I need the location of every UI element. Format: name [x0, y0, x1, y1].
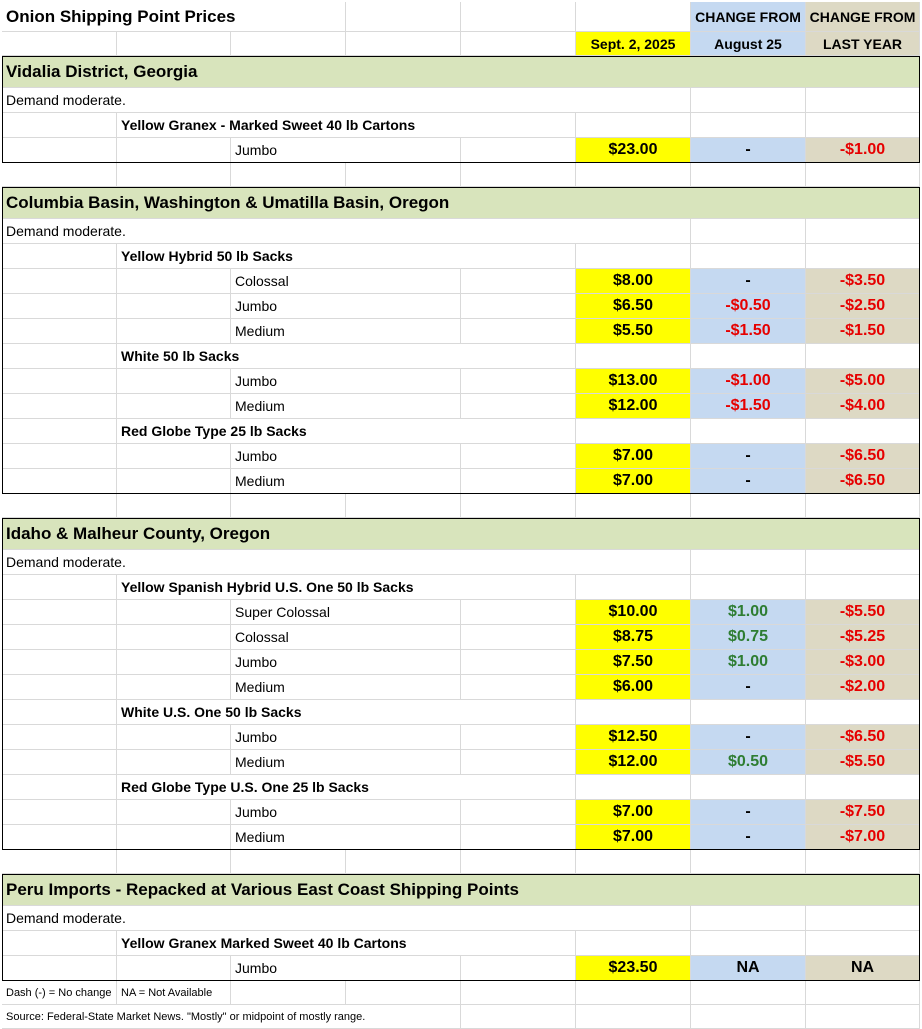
empty-cell[interactable]	[461, 956, 576, 981]
price-row	[2, 800, 920, 825]
empty-cell[interactable]	[576, 163, 691, 187]
empty-cell[interactable]	[691, 494, 806, 518]
empty-cell[interactable]	[2, 269, 117, 294]
price-row	[2, 444, 920, 469]
size-label[interactable]: Super Colossal	[231, 600, 461, 625]
empty-cell[interactable]	[2, 419, 117, 444]
size-label[interactable]: Medium	[231, 394, 461, 419]
empty-cell[interactable]	[2, 931, 117, 956]
empty-cell[interactable]	[117, 956, 231, 981]
empty-cell[interactable]	[2, 344, 117, 369]
price-cell[interactable]: $23.50	[576, 956, 691, 981]
empty-cell[interactable]	[461, 394, 576, 419]
source-note[interactable]: Source: Federal-State Market News. "Mostly" or midpoint of mostly range.	[2, 1005, 461, 1029]
empty-cell[interactable]	[2, 469, 117, 494]
empty-cell[interactable]	[806, 906, 920, 931]
change-year-cell[interactable]: -$6.50	[806, 725, 920, 750]
price-row	[2, 725, 920, 750]
product-row	[2, 775, 920, 800]
product-row	[2, 244, 920, 269]
empty-cell[interactable]	[576, 931, 691, 956]
empty-cell[interactable]	[691, 931, 806, 956]
region-fill-cell[interactable]	[691, 56, 806, 88]
product-name[interactable]: White U.S. One 50 lb Sacks	[117, 700, 576, 725]
empty-cell[interactable]	[806, 850, 920, 874]
price-row	[2, 469, 920, 494]
empty-cell[interactable]	[461, 850, 576, 874]
empty-cell[interactable]	[461, 444, 576, 469]
empty-cell[interactable]	[2, 32, 117, 56]
change-year-cell[interactable]: -$1.50	[806, 319, 920, 344]
price-cell[interactable]: $10.00	[576, 600, 691, 625]
price-row	[2, 625, 920, 650]
change-week-cell[interactable]: -	[691, 138, 806, 163]
price-row	[2, 750, 920, 775]
empty-cell[interactable]	[117, 650, 231, 675]
product-row	[2, 419, 920, 444]
size-label[interactable]: Jumbo	[231, 800, 461, 825]
empty-cell[interactable]	[2, 850, 117, 874]
price-table	[2, 2, 920, 1022]
date-header[interactable]: Sept. 2, 2025	[576, 32, 691, 56]
empty-cell[interactable]	[461, 981, 576, 1005]
size-label[interactable]: Jumbo	[231, 650, 461, 675]
change-year-cell[interactable]: -$7.00	[806, 825, 920, 850]
region-fill-cell[interactable]	[691, 187, 806, 219]
empty-cell[interactable]	[461, 650, 576, 675]
empty-cell[interactable]	[576, 419, 691, 444]
change-year-cell[interactable]: -$3.50	[806, 269, 920, 294]
empty-cell[interactable]	[231, 163, 346, 187]
region-fill-cell[interactable]	[806, 874, 920, 906]
empty-cell[interactable]	[117, 825, 231, 850]
change-year-cell[interactable]: -$1.00	[806, 138, 920, 163]
region-fill-cell[interactable]	[806, 518, 920, 550]
change-week-cell[interactable]: $0.75	[691, 625, 806, 650]
region-name[interactable]: Vidalia District, Georgia	[2, 56, 691, 88]
empty-cell[interactable]	[346, 32, 461, 56]
size-label[interactable]: Colossal	[231, 625, 461, 650]
product-name[interactable]: Red Globe Type 25 lb Sacks	[117, 419, 576, 444]
empty-cell[interactable]	[117, 750, 231, 775]
empty-cell[interactable]	[806, 219, 920, 244]
empty-cell[interactable]	[461, 2, 576, 32]
size-label[interactable]: Jumbo	[231, 444, 461, 469]
empty-cell[interactable]	[117, 469, 231, 494]
empty-cell[interactable]	[691, 219, 806, 244]
empty-cell[interactable]	[806, 163, 920, 187]
empty-cell[interactable]	[2, 113, 117, 138]
region-name[interactable]: Peru Imports - Repacked at Various East Coast Shipping Points	[2, 874, 691, 906]
price-cell[interactable]: $6.50	[576, 294, 691, 319]
empty-cell[interactable]	[2, 700, 117, 725]
product-row	[2, 700, 920, 725]
empty-cell[interactable]	[806, 419, 920, 444]
change-year-header-top[interactable]: CHANGE FROM	[806, 2, 920, 32]
change-year-cell[interactable]: -$5.25	[806, 625, 920, 650]
empty-cell[interactable]	[576, 494, 691, 518]
price-cell[interactable]: $23.00	[576, 138, 691, 163]
price-cell[interactable]: $7.00	[576, 825, 691, 850]
size-label[interactable]: Medium	[231, 750, 461, 775]
empty-cell[interactable]	[2, 956, 117, 981]
product-name[interactable]: Yellow Hybrid 50 lb Sacks	[117, 244, 576, 269]
empty-cell[interactable]	[461, 269, 576, 294]
empty-cell[interactable]	[2, 725, 117, 750]
product-name[interactable]: Yellow Granex - Marked Sweet 40 lb Cartons	[117, 113, 576, 138]
change-year-cell[interactable]: -$5.00	[806, 369, 920, 394]
empty-cell[interactable]	[691, 88, 806, 113]
demand-text[interactable]: Demand moderate.	[2, 906, 691, 931]
empty-cell[interactable]	[806, 981, 920, 1005]
change-year-cell[interactable]: -$3.00	[806, 650, 920, 675]
size-label[interactable]: Medium	[231, 825, 461, 850]
empty-cell[interactable]	[117, 725, 231, 750]
empty-cell[interactable]	[461, 600, 576, 625]
size-label[interactable]: Medium	[231, 469, 461, 494]
price-cell[interactable]: $6.00	[576, 675, 691, 700]
change-year-cell[interactable]: NA	[806, 956, 920, 981]
change-week-cell[interactable]: NA	[691, 956, 806, 981]
price-row	[2, 956, 920, 981]
empty-cell[interactable]	[231, 494, 346, 518]
change-week-cell[interactable]: $0.50	[691, 750, 806, 775]
empty-cell[interactable]	[2, 494, 117, 518]
change-week-header-top[interactable]: CHANGE FROM	[691, 2, 806, 32]
price-cell[interactable]: $5.50	[576, 319, 691, 344]
region-header-row	[2, 518, 920, 550]
price-cell[interactable]: $12.50	[576, 725, 691, 750]
product-name[interactable]: Yellow Spanish Hybrid U.S. One 50 lb Sacks	[117, 575, 576, 600]
region-header-row	[2, 56, 920, 88]
empty-cell[interactable]	[576, 775, 691, 800]
change-week-cell[interactable]: $1.00	[691, 650, 806, 675]
header-row-1	[2, 2, 920, 32]
empty-cell[interactable]	[2, 444, 117, 469]
empty-cell[interactable]	[2, 163, 117, 187]
empty-cell[interactable]	[461, 469, 576, 494]
change-week-cell[interactable]: -	[691, 725, 806, 750]
empty-cell[interactable]	[2, 600, 117, 625]
product-row	[2, 931, 920, 956]
empty-cell[interactable]	[806, 550, 920, 575]
empty-cell[interactable]	[346, 2, 461, 32]
price-cell[interactable]: $7.50	[576, 650, 691, 675]
empty-cell[interactable]	[2, 319, 117, 344]
empty-cell[interactable]	[2, 675, 117, 700]
empty-cell[interactable]	[346, 981, 461, 1005]
empty-cell[interactable]	[461, 294, 576, 319]
empty-cell[interactable]	[461, 1005, 576, 1029]
price-cell[interactable]: $7.00	[576, 800, 691, 825]
spacer-row	[2, 494, 920, 518]
price-row	[2, 825, 920, 850]
empty-cell[interactable]	[576, 113, 691, 138]
region-fill-cell[interactable]	[691, 874, 806, 906]
empty-cell[interactable]	[2, 294, 117, 319]
empty-cell[interactable]	[2, 138, 117, 163]
empty-cell[interactable]	[691, 113, 806, 138]
empty-cell[interactable]	[117, 675, 231, 700]
region-fill-cell[interactable]	[691, 518, 806, 550]
empty-cell[interactable]	[117, 394, 231, 419]
size-label[interactable]: Jumbo	[231, 369, 461, 394]
empty-cell[interactable]	[461, 625, 576, 650]
empty-cell[interactable]	[691, 1005, 806, 1029]
price-cell[interactable]: $8.00	[576, 269, 691, 294]
change-year-cell[interactable]: -$7.50	[806, 800, 920, 825]
empty-cell[interactable]	[806, 700, 920, 725]
empty-cell[interactable]	[117, 494, 231, 518]
empty-cell[interactable]	[346, 163, 461, 187]
empty-cell[interactable]	[806, 244, 920, 269]
price-row	[2, 269, 920, 294]
empty-cell[interactable]	[461, 319, 576, 344]
price-cell[interactable]: $13.00	[576, 369, 691, 394]
size-label[interactable]: Jumbo	[231, 294, 461, 319]
empty-cell[interactable]	[576, 2, 691, 32]
empty-cell[interactable]	[806, 1005, 920, 1029]
empty-cell[interactable]	[691, 163, 806, 187]
empty-cell[interactable]	[2, 394, 117, 419]
price-cell[interactable]: $12.00	[576, 750, 691, 775]
empty-cell[interactable]	[117, 625, 231, 650]
empty-cell[interactable]	[117, 294, 231, 319]
spacer-row	[2, 850, 920, 874]
empty-cell[interactable]	[691, 419, 806, 444]
size-label[interactable]: Jumbo	[231, 956, 461, 981]
empty-cell[interactable]	[576, 244, 691, 269]
demand-text[interactable]: Demand moderate.	[2, 550, 691, 575]
change-week-cell[interactable]: -	[691, 675, 806, 700]
change-year-cell[interactable]: -$4.00	[806, 394, 920, 419]
empty-cell[interactable]	[576, 344, 691, 369]
empty-cell[interactable]	[117, 32, 231, 56]
demand-text[interactable]: Demand moderate.	[2, 88, 691, 113]
empty-cell[interactable]	[806, 575, 920, 600]
empty-cell[interactable]	[231, 32, 346, 56]
empty-cell[interactable]	[806, 113, 920, 138]
price-row	[2, 675, 920, 700]
empty-cell[interactable]	[2, 775, 117, 800]
change-year-cell[interactable]: -$6.50	[806, 469, 920, 494]
price-row	[2, 319, 920, 344]
product-name[interactable]: Red Globe Type U.S. One 25 lb Sacks	[117, 775, 576, 800]
empty-cell[interactable]	[117, 138, 231, 163]
change-year-cell[interactable]: -$2.00	[806, 675, 920, 700]
size-label[interactable]: Jumbo	[231, 138, 461, 163]
empty-cell[interactable]	[2, 244, 117, 269]
footnote-na[interactable]: NA = Not Available	[117, 981, 231, 1005]
price-row	[2, 369, 920, 394]
size-label[interactable]: Medium	[231, 675, 461, 700]
demand-row	[2, 88, 920, 113]
empty-cell[interactable]	[461, 800, 576, 825]
empty-cell[interactable]	[2, 625, 117, 650]
change-year-cell[interactable]: -$6.50	[806, 444, 920, 469]
change-week-cell[interactable]: -	[691, 800, 806, 825]
page-title[interactable]: Onion Shipping Point Prices	[2, 2, 346, 32]
empty-cell[interactable]	[461, 825, 576, 850]
price-row	[2, 394, 920, 419]
empty-cell[interactable]	[346, 494, 461, 518]
price-row	[2, 600, 920, 625]
footnote-dash[interactable]: Dash (-) = No change	[2, 981, 117, 1005]
size-label[interactable]: Colossal	[231, 269, 461, 294]
empty-cell[interactable]	[231, 981, 346, 1005]
region-name[interactable]: Idaho & Malheur County, Oregon	[2, 518, 691, 550]
change-week-cell[interactable]: -$1.00	[691, 369, 806, 394]
header-row-2	[2, 32, 920, 56]
price-cell[interactable]: $12.00	[576, 394, 691, 419]
empty-cell[interactable]	[691, 906, 806, 931]
change-week-cell[interactable]: -$1.50	[691, 394, 806, 419]
demand-row	[2, 906, 920, 931]
empty-cell[interactable]	[806, 344, 920, 369]
price-row	[2, 650, 920, 675]
empty-cell[interactable]	[806, 88, 920, 113]
empty-cell[interactable]	[576, 575, 691, 600]
change-year-cell[interactable]: -$2.50	[806, 294, 920, 319]
demand-text[interactable]: Demand moderate.	[2, 219, 691, 244]
empty-cell[interactable]	[576, 1005, 691, 1029]
price-cell[interactable]: $8.75	[576, 625, 691, 650]
empty-cell[interactable]	[117, 850, 231, 874]
region-fill-cell[interactable]	[806, 56, 920, 88]
empty-cell[interactable]	[2, 650, 117, 675]
empty-cell[interactable]	[806, 494, 920, 518]
region-name[interactable]: Columbia Basin, Washington & Umatilla Basin, Oregon	[2, 187, 691, 219]
empty-cell[interactable]	[2, 575, 117, 600]
product-row	[2, 113, 920, 138]
change-week-cell[interactable]: -	[691, 444, 806, 469]
product-name[interactable]: White 50 lb Sacks	[117, 344, 576, 369]
empty-cell[interactable]	[806, 775, 920, 800]
empty-cell[interactable]	[461, 750, 576, 775]
empty-cell[interactable]	[231, 850, 346, 874]
product-name[interactable]: Yellow Granex Marked Sweet 40 lb Cartons	[117, 931, 576, 956]
change-week-cell[interactable]: $1.00	[691, 600, 806, 625]
region-fill-cell[interactable]	[806, 187, 920, 219]
empty-cell[interactable]	[461, 163, 576, 187]
empty-cell[interactable]	[346, 850, 461, 874]
price-row	[2, 138, 920, 163]
source-row	[2, 1005, 920, 1029]
region-header-row	[2, 187, 920, 219]
region-header-row	[2, 874, 920, 906]
size-label[interactable]: Jumbo	[231, 725, 461, 750]
change-week-cell[interactable]: -$0.50	[691, 294, 806, 319]
size-label[interactable]: Medium	[231, 319, 461, 344]
empty-cell[interactable]	[117, 269, 231, 294]
empty-cell[interactable]	[691, 700, 806, 725]
empty-cell[interactable]	[461, 32, 576, 56]
change-week-cell[interactable]: -	[691, 269, 806, 294]
empty-cell[interactable]	[576, 850, 691, 874]
empty-cell[interactable]	[691, 850, 806, 874]
product-row	[2, 344, 920, 369]
empty-cell[interactable]	[691, 981, 806, 1005]
empty-cell[interactable]	[691, 550, 806, 575]
empty-cell[interactable]	[461, 494, 576, 518]
empty-cell[interactable]	[117, 444, 231, 469]
empty-cell[interactable]	[117, 600, 231, 625]
price-cell[interactable]: $7.00	[576, 469, 691, 494]
empty-cell[interactable]	[117, 369, 231, 394]
change-week-cell[interactable]: -	[691, 825, 806, 850]
empty-cell[interactable]	[691, 344, 806, 369]
empty-cell[interactable]	[691, 244, 806, 269]
change-year-header-bottom[interactable]: LAST YEAR	[806, 32, 920, 56]
empty-cell[interactable]	[576, 700, 691, 725]
empty-cell[interactable]	[117, 163, 231, 187]
change-year-cell[interactable]: -$5.50	[806, 750, 920, 775]
empty-cell[interactable]	[2, 369, 117, 394]
empty-cell[interactable]	[461, 675, 576, 700]
change-week-header-bottom[interactable]: August 25	[691, 32, 806, 56]
empty-cell[interactable]	[461, 369, 576, 394]
price-cell[interactable]: $7.00	[576, 444, 691, 469]
change-week-cell[interactable]: -$1.50	[691, 319, 806, 344]
empty-cell[interactable]	[691, 575, 806, 600]
change-year-cell[interactable]: -$5.50	[806, 600, 920, 625]
price-row	[2, 294, 920, 319]
empty-cell[interactable]	[806, 931, 920, 956]
empty-cell[interactable]	[691, 775, 806, 800]
empty-cell[interactable]	[2, 800, 117, 825]
empty-cell[interactable]	[117, 800, 231, 825]
spacer-row	[2, 163, 920, 187]
empty-cell[interactable]	[117, 319, 231, 344]
empty-cell[interactable]	[461, 725, 576, 750]
empty-cell[interactable]	[2, 750, 117, 775]
product-row	[2, 575, 920, 600]
empty-cell[interactable]	[576, 981, 691, 1005]
demand-row	[2, 550, 920, 575]
footnote-row	[2, 981, 920, 1005]
empty-cell[interactable]	[2, 825, 117, 850]
change-week-cell[interactable]: -	[691, 469, 806, 494]
demand-row	[2, 219, 920, 244]
empty-cell[interactable]	[461, 138, 576, 163]
